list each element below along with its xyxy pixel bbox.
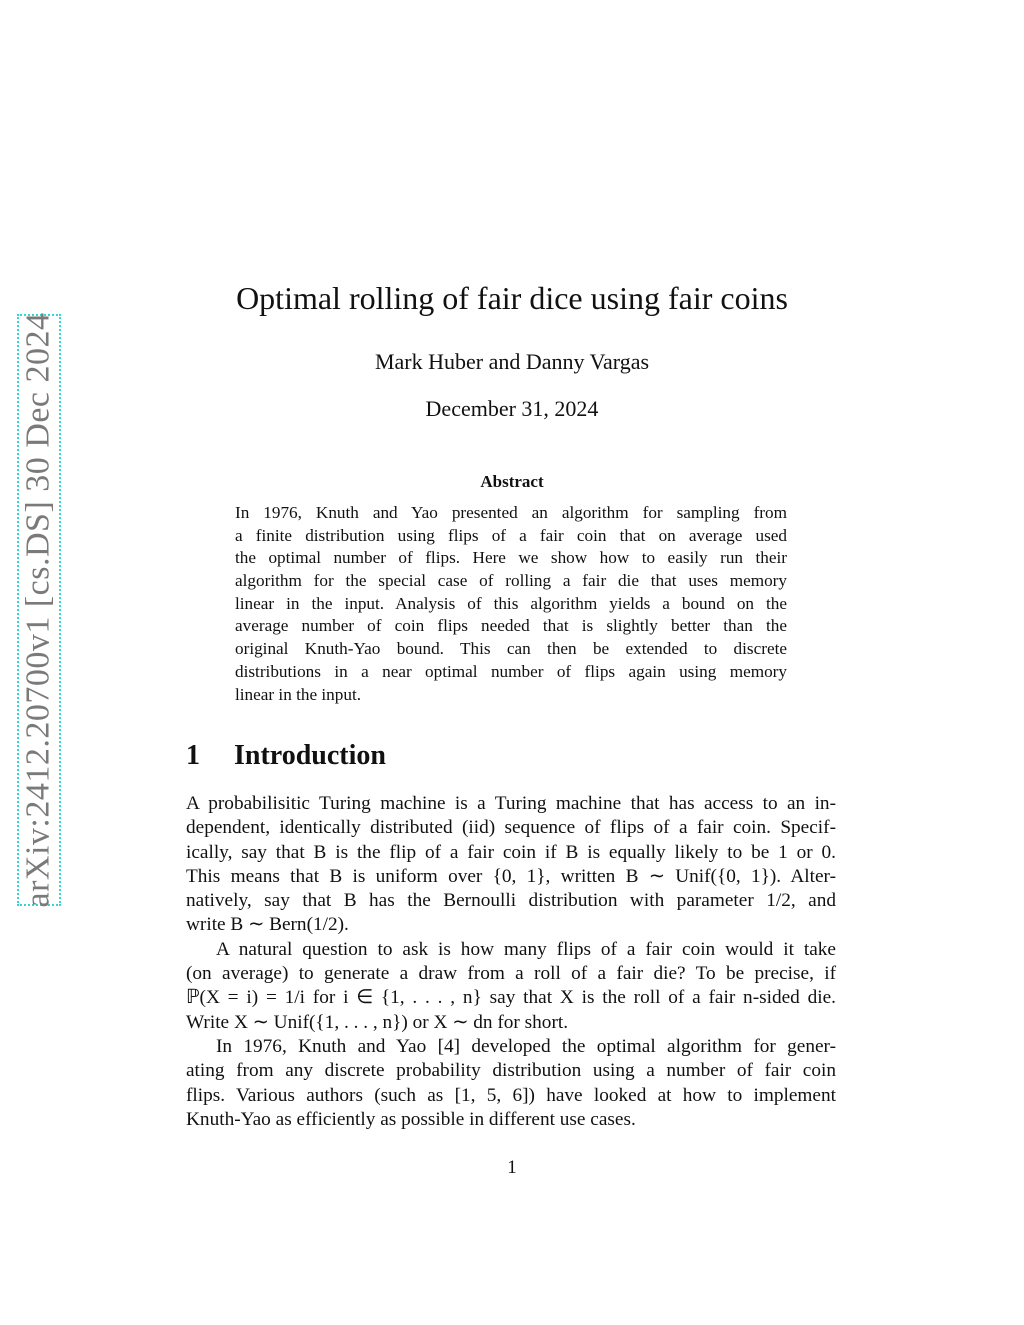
section-title: Introduction [234, 740, 386, 771]
body-line: Write X ∼ Unif({1, . . . , n}) or X ∼ dn for short. [186, 1011, 569, 1033]
body-line: ically, say that B is the flip of a fair coin if B is equally likely to be 1 or 0. [186, 841, 836, 863]
arxiv-identifier: arXiv:2412.20700v1 [cs.DS] 30 Dec 2024 [20, 312, 57, 908]
paper-date: December 31, 2024 [425, 396, 599, 421]
abstract-line: distributions in a near optimal number of flips again using memory [235, 661, 787, 681]
abstract-line: algorithm for the special case of rolling a fair die that uses memory [235, 571, 787, 591]
abstract-line: average number of coin flips needed that is slightly better than the [235, 616, 787, 636]
abstract-body [235, 502, 787, 706]
body-line: write B ∼ Bern(1/2). [186, 914, 349, 936]
paper-authors: Mark Huber and Danny Vargas [374, 349, 650, 374]
abstract-line: original Knuth-Yao bound. This can then be extended to discrete [235, 639, 787, 659]
body-line: flips. Various authors (such as [1, 5, 6]) have looked at how to implement [186, 1084, 836, 1106]
body-line: (on average) to generate a draw from a roll of a fair die? To be precise, if [186, 963, 836, 985]
section-heading [186, 740, 836, 772]
abstract-line: In 1976, Knuth and Yao presented an algorithm for sampling from [235, 503, 787, 522]
section-number: 1 [186, 740, 200, 771]
body-line: Knuth-Yao as efficiently as possible in different use cases. [186, 1108, 636, 1130]
body-line: ℙ(X = i) = 1/i for i ∈ {1, . . . , n} say that X is the roll of a fair n-sided die. [186, 987, 836, 1009]
abstract-line: a finite distribution using flips of a fair coin that on average used [235, 525, 787, 545]
page-number: 1 [507, 1157, 517, 1178]
abstract-heading: Abstract [480, 472, 544, 491]
body-line: A natural question to ask is how many flips of a fair coin would it take [216, 938, 836, 960]
abstract-line: the optimal number of flips. Here we show how to easily run their [235, 548, 787, 568]
abstract-line: linear in the input. Analysis of this algorithm yields a bound on the [235, 593, 787, 613]
introduction-body [186, 792, 836, 1132]
paper-title: Optimal rolling of fair dice using fair coins [236, 280, 788, 316]
body-line: This means that B is uniform over {0, 1}, written B ∼ Unif({0, 1}). Alter- [186, 865, 836, 887]
body-line: In 1976, Knuth and Yao [4] developed the optimal algorithm for gener- [216, 1035, 836, 1057]
body-line: dependent, identically distributed (iid) sequence of flips of a fair coin. Specif- [186, 817, 836, 839]
body-line: natively, say that B has the Bernoulli distribution with parameter 1/2, and [186, 890, 836, 912]
body-line: ating from any discrete probability distribution using a number of fair coin [186, 1060, 836, 1082]
body-line: A probabilisitic Turing machine is a Turing machine that has access to an in- [186, 793, 836, 814]
abstract-line: linear in the input. [235, 684, 362, 704]
